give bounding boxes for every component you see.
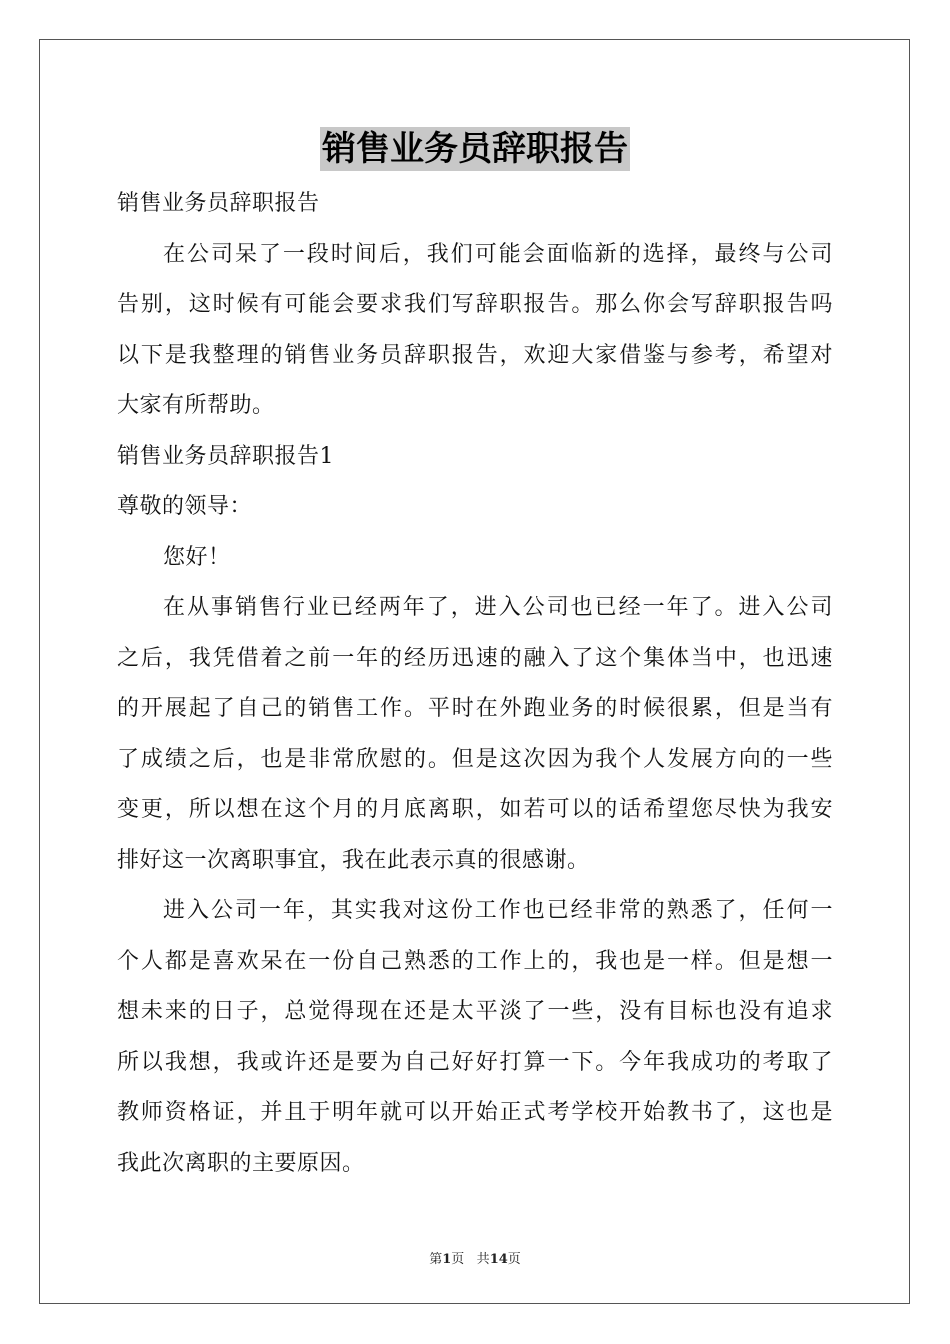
paragraph-greeting	[117, 533, 833, 584]
text-line: 排好这一次离职事宜，我在此表示真的很感谢。	[117, 847, 590, 873]
text-line: 以下是我整理的销售业务员辞职报告，欢迎大家借鉴与参考，希望对	[117, 342, 833, 368]
page-footer	[0, 1248, 950, 1267]
text-line: 变更，所以想在这个月的月底离职，如若可以的话希望您尽快为我安	[117, 797, 833, 822]
footer-total-suffix: 页	[507, 1252, 521, 1267]
text-line: 在公司呆了一段时间后，我们可能会面临新的选择，最终与公司	[163, 241, 833, 267]
text-line: 告别，这时候有可能会要求我们写辞职报告。那么你会写辞职报告吗	[117, 292, 833, 317]
text-line: 想未来的日子，总觉得现在还是太平淡了一些，没有目标也没有追求	[117, 999, 833, 1024]
paragraph-intro	[117, 230, 833, 432]
paragraph-subtitle	[117, 179, 833, 230]
footer-total-pages: 14	[489, 1252, 508, 1267]
footer-total-prefix: 共	[476, 1252, 490, 1267]
text-line: 了成绩之后，也是非常欣慰的。但是这次因为我个人发展方向的一些	[117, 746, 833, 772]
document-title: 销售业务员辞职报告	[322, 129, 628, 169]
text-line: 所以我想，我或许还是要为自己好好打算一下。今年我成功的考取了	[117, 1049, 833, 1075]
text-line: 尊敬的领导：	[117, 494, 253, 519]
text-line: 教师资格证，并且于明年就可以开始正式考学校开始教书了，这也是	[117, 1100, 833, 1125]
paragraph-body-2	[117, 886, 833, 1189]
text-line: 大家有所帮助。	[117, 393, 275, 418]
text-line: 销售业务员辞职报告1	[117, 443, 334, 469]
paragraph-body-1	[117, 583, 833, 886]
text-line: 我此次离职的主要原因。	[117, 1150, 365, 1176]
text-line: 的开展起了自己的销售工作。平时在外跑业务的时候很累，但是当有	[117, 696, 833, 721]
text-line: 在从事销售行业已经两年了，进入公司也已经一年了。进入公司	[163, 595, 833, 620]
document-body	[117, 179, 833, 1189]
title-wrap	[0, 127, 950, 171]
footer-current-page: 1	[442, 1252, 452, 1267]
paragraph-salutation	[117, 482, 833, 533]
text-line: 进入公司一年，其实我对这份工作也已经非常的熟悉了，任何一	[163, 898, 833, 923]
text-line: 销售业务员辞职报告	[117, 191, 320, 216]
footer-prefix: 第	[429, 1252, 443, 1267]
text-line: 之后，我凭借着之前一年的经历迅速的融入了这个集体当中，也迅速	[117, 645, 833, 671]
paragraph-heading-1	[117, 432, 833, 483]
text-line: 您好！	[163, 544, 231, 570]
footer-page-suffix: 页	[451, 1252, 465, 1267]
text-line: 个人都是喜欢呆在一份自己熟悉的工作上的，我也是一样。但是想一	[117, 948, 833, 974]
